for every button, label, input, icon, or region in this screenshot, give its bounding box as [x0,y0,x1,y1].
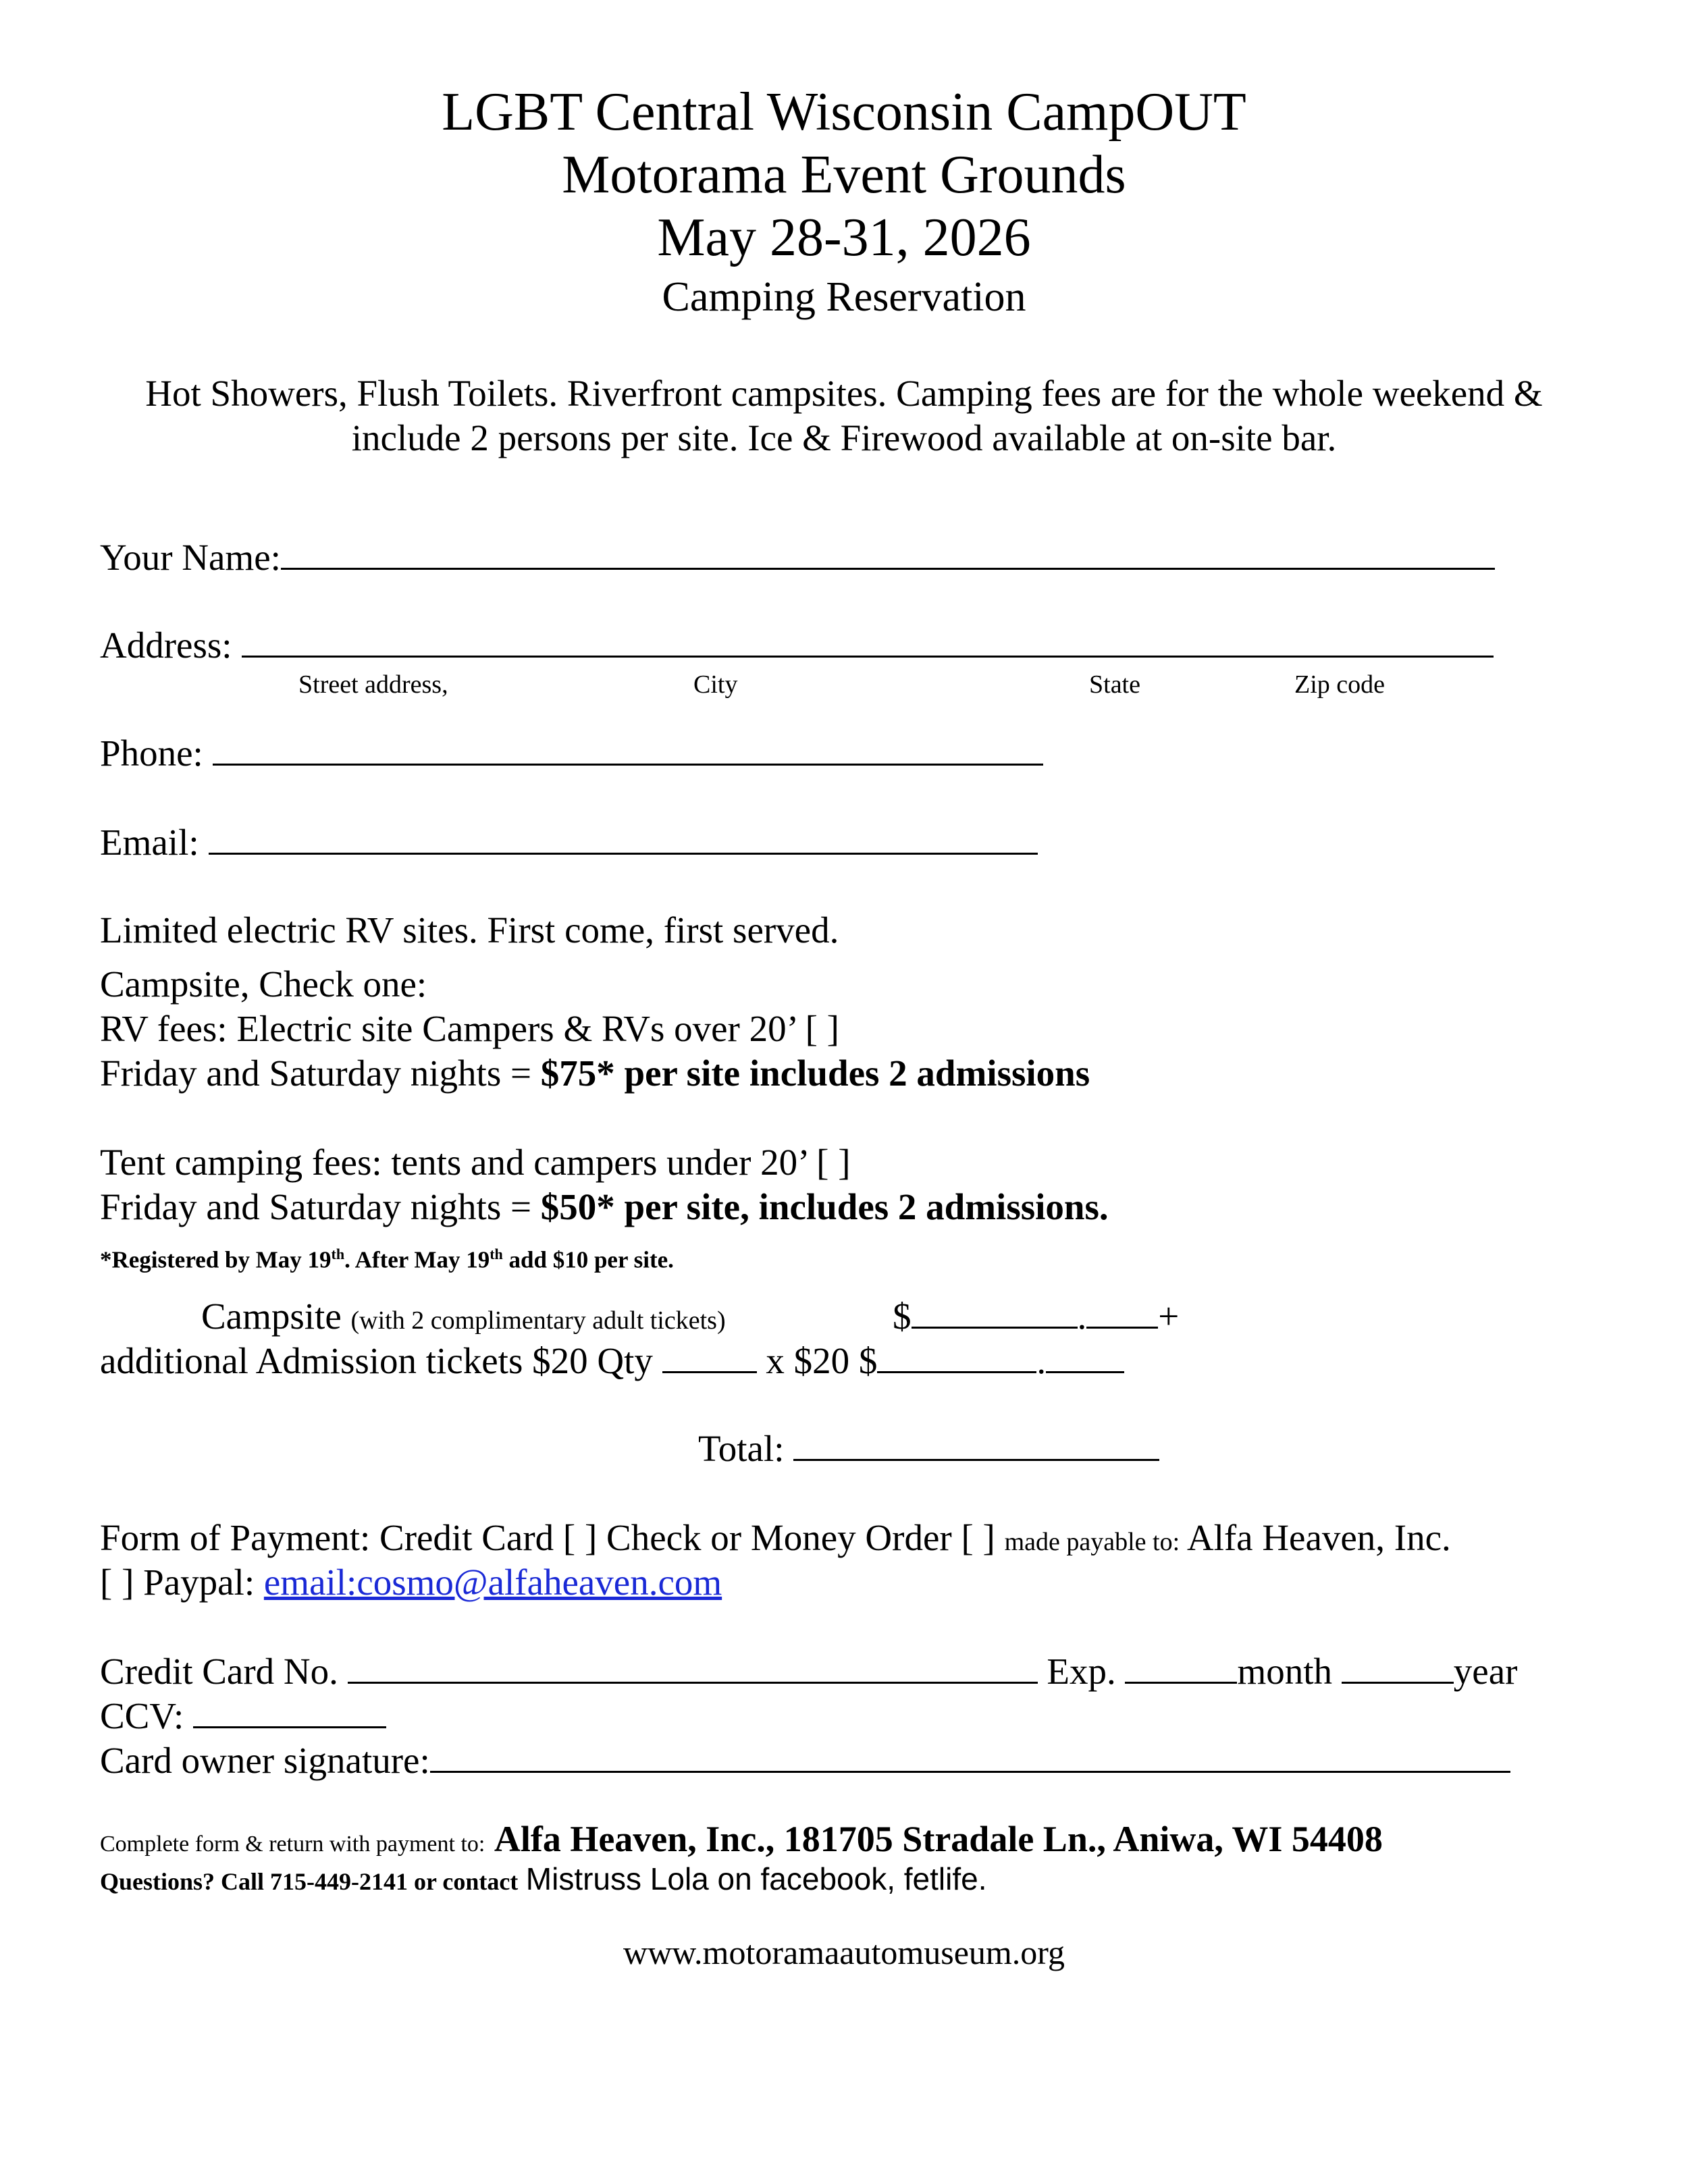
exp-year-input[interactable] [1342,1652,1454,1684]
event-title: LGBT Central Wisconsin CampOUT [442,82,1246,142]
check-money-order-checkbox[interactable]: [ ] [961,1517,995,1558]
paypal-row [100,1561,722,1604]
address-sub-zip: Zip code [1294,670,1386,699]
total-row [698,1427,1159,1470]
intro-line-1: Hot Showers, Flush Toilets. Riverfront campsites. Camping fees are for the whole weekend & [145,373,1543,414]
event-venue: Motorama Event Grounds [562,145,1126,205]
rv-price-row [100,1052,1090,1095]
rv-checkbox[interactable]: [ ] [805,1008,839,1049]
email-label: Email: [100,822,199,863]
payable-to-label: made payable to: [1004,1528,1180,1556]
tickets-label: additional Admission tickets $20 Qty [100,1340,653,1381]
questions-text: Questions? Call 715-449-2141 or contact [100,1868,519,1895]
paypal-label: Paypal: [143,1562,255,1603]
address-sub-city: City [693,670,738,699]
return-address: Alfa Heaven, Inc., 181705 Stradale Ln., Aniwa, WI 54408 [494,1819,1383,1859]
phone-row [100,732,1043,775]
address-label: Address: [100,624,232,666]
return-instruction: Complete form & return with payment to: [100,1832,485,1857]
contact-text: Mistruss Lola on facebook, fetlife. [525,1861,987,1896]
name-label: Your Name: [100,537,281,578]
paypal-checkbox[interactable]: [ ] [100,1562,134,1603]
campsite-amount-label [201,1295,726,1342]
total-input[interactable] [793,1429,1159,1461]
rv-price-prefix: Friday and Saturday nights = [100,1053,541,1094]
signature-row [100,1739,1510,1782]
rv-option-row [100,1007,839,1050]
campsite-label: Campsite [201,1296,342,1337]
signature-label: Card owner signature: [100,1740,430,1781]
payee-name: Alfa Heaven, Inc. [1186,1517,1451,1558]
intro-line-2: include 2 persons per site. Ice & Firewood available at on-site bar. [351,417,1337,458]
tickets-dollars-input[interactable] [877,1341,1036,1373]
rv-notice: Limited electric RV sites. First come, first served. [100,909,839,951]
name-row [100,536,1495,579]
total-label: Total: [698,1428,785,1469]
early-registration-note: *Registered by May 19th. After May 19th add $10 per site. [100,1246,674,1273]
tent-price: $50* per site, includes 2 admissions. [540,1186,1109,1227]
tickets-row: additional Admission tickets $20 Qty x $20 $ . [100,1339,1124,1383]
tent-option-label: Tent camping fees: tents and campers under 20’ [100,1142,808,1183]
address-sub-state: State [1089,670,1140,699]
check-money-order-label: Check or Money Order [606,1517,952,1558]
address-row [100,624,1494,667]
ccv-input[interactable] [193,1697,386,1728]
payment-row [100,1516,1451,1564]
credit-card-checkbox[interactable]: [ ] [562,1517,598,1558]
ccv-row [100,1695,386,1738]
campsite-dollars-input[interactable] [912,1297,1078,1329]
exp-month-input[interactable] [1125,1652,1237,1684]
card-number-input[interactable] [348,1652,1038,1684]
address-input[interactable] [242,626,1494,658]
tent-price-prefix: Friday and Saturday nights = [100,1186,541,1227]
email-row [100,821,1038,864]
address-sub-street: Street address, [298,670,448,699]
campsite-check-one: Campsite, Check one: [100,963,427,1005]
tickets-cents-input[interactable] [1046,1341,1124,1373]
paypal-email-link[interactable]: email:cosmo@alfaheaven.com [263,1562,722,1603]
phone-label: Phone: [100,733,203,774]
payment-label: Form of Payment: Credit Card [100,1517,554,1558]
form-title: Camping Reservation [662,274,1026,320]
name-input[interactable] [281,538,1495,570]
tickets-times-price: x $20 $ [766,1340,878,1381]
rv-option-label: RV fees: Electric site Campers & RVs over 20’ [100,1008,796,1049]
email-input[interactable] [209,823,1038,855]
campsite-cents-input[interactable] [1086,1297,1158,1329]
phone-input[interactable] [213,734,1043,766]
tent-option-row [100,1141,851,1184]
questions-row [100,1859,986,1901]
signature-input[interactable] [430,1741,1510,1773]
website: www.motoramaautomuseum.org [623,1934,1065,1971]
tent-price-row [100,1186,1109,1229]
exp-month-label: month [1237,1651,1333,1692]
rv-price: $75* per site includes 2 admissions [540,1053,1090,1094]
card-number-row [100,1650,1517,1693]
exp-label: Exp. [1047,1651,1116,1692]
event-dates: May 28-31, 2026 [657,208,1031,267]
card-number-label: Credit Card No. [100,1651,338,1692]
tent-checkbox[interactable]: [ ] [816,1142,851,1183]
ticket-qty-input[interactable] [662,1341,757,1373]
campsite-note: (with 2 complimentary adult tickets) [350,1306,726,1335]
ccv-label: CCV: [100,1695,184,1736]
campsite-amount-field: $ . + [893,1296,1180,1337]
exp-year-label: year [1453,1651,1518,1692]
